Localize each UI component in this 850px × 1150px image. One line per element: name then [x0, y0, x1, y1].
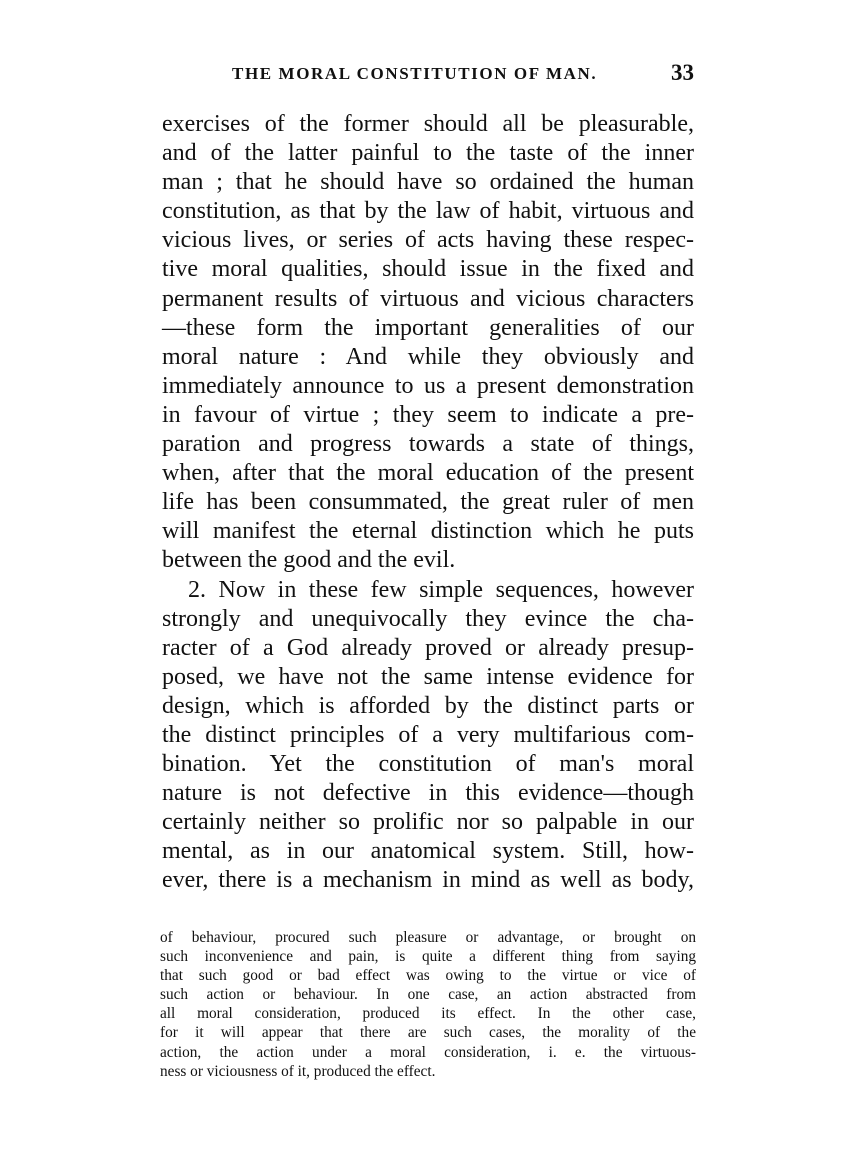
text-line: exercises of the former should all be pleasurable,: [162, 111, 694, 137]
text-line: vicious lives, or series of acts having these respec-: [162, 227, 694, 254]
body-text: [162, 110, 694, 896]
text-line: posed, we have not the same intense evidence for: [162, 663, 694, 690]
text-line: ever, there is a mechanism in mind as well as body,: [162, 867, 694, 894]
text-line: man ; that he should have so ordained the human: [162, 169, 694, 196]
text-line: between the good and the evil.: [162, 547, 456, 574]
footnote-line: action, the action under a moral consideration, i. e. the virtuous-: [160, 1043, 696, 1061]
footnote-line: that such good or bad effect was owing to the virtue or vice of: [160, 967, 696, 985]
footnote-line: all moral consideration, produced its effect. In the other case,: [160, 1005, 696, 1023]
text-line: strongly and unequivocally they evince the cha-: [162, 605, 694, 632]
text-line: in favour of virtue ; they seem to indicate a pre-: [162, 401, 694, 428]
text-line: will manifest the eternal distinction which he puts: [162, 518, 694, 545]
page-number: 33: [671, 60, 694, 85]
footnote-line: such inconvenience and pain, is quite a different thing from saying: [160, 948, 696, 966]
text-line: life has been consummated, the great ruler of men: [162, 489, 694, 516]
footnote-line: ness or viciousness of it, produced the effect.: [160, 1062, 436, 1080]
text-line: the distinct principles of a very multifarious com-: [162, 721, 694, 748]
text-line: —these form the important generalities of our: [162, 314, 694, 341]
footnote-line: for it will appear that there are such cases, the morality of the: [160, 1024, 696, 1042]
text-line: bination. Yet the constitution of man's moral: [162, 751, 694, 778]
footnote: [160, 928, 696, 1081]
text-line: moral nature : And while they obviously and: [162, 343, 694, 370]
text-line: permanent results of virtuous and vicious characters: [162, 285, 694, 312]
running-title: THE MORAL CONSTITUTION OF MAN.: [232, 64, 598, 83]
text-line: immediately announce to us a present demonstration: [162, 372, 694, 399]
text-line: when, after that the moral education of the present: [162, 460, 694, 487]
text-line: nature is not defective in this evidence—though: [162, 780, 694, 807]
text-line: tive moral qualities, should issue in the fixed and: [162, 256, 694, 283]
footnote-line: such action or behaviour. In one case, an action abstracted from: [160, 986, 696, 1004]
text-line: racter of a God already proved or already presup-: [162, 634, 694, 661]
text-line: 2. Now in these few simple sequences, however: [188, 576, 694, 603]
running-head: [232, 62, 694, 92]
text-line: paration and progress towards a state of things,: [162, 431, 694, 458]
footnote-line: of behaviour, procured such pleasure or advantage, or brought on: [160, 929, 696, 946]
text-line: design, which is afforded by the distinct parts or: [162, 692, 694, 719]
text-line: certainly neither so prolific nor so palpable in our: [162, 809, 694, 836]
text-line: mental, as in our anatomical system. Still, how-: [162, 838, 694, 865]
text-line: constitution, as that by the law of habit, virtuous and: [162, 198, 694, 225]
text-line: and of the latter painful to the taste of the inner: [162, 140, 694, 167]
